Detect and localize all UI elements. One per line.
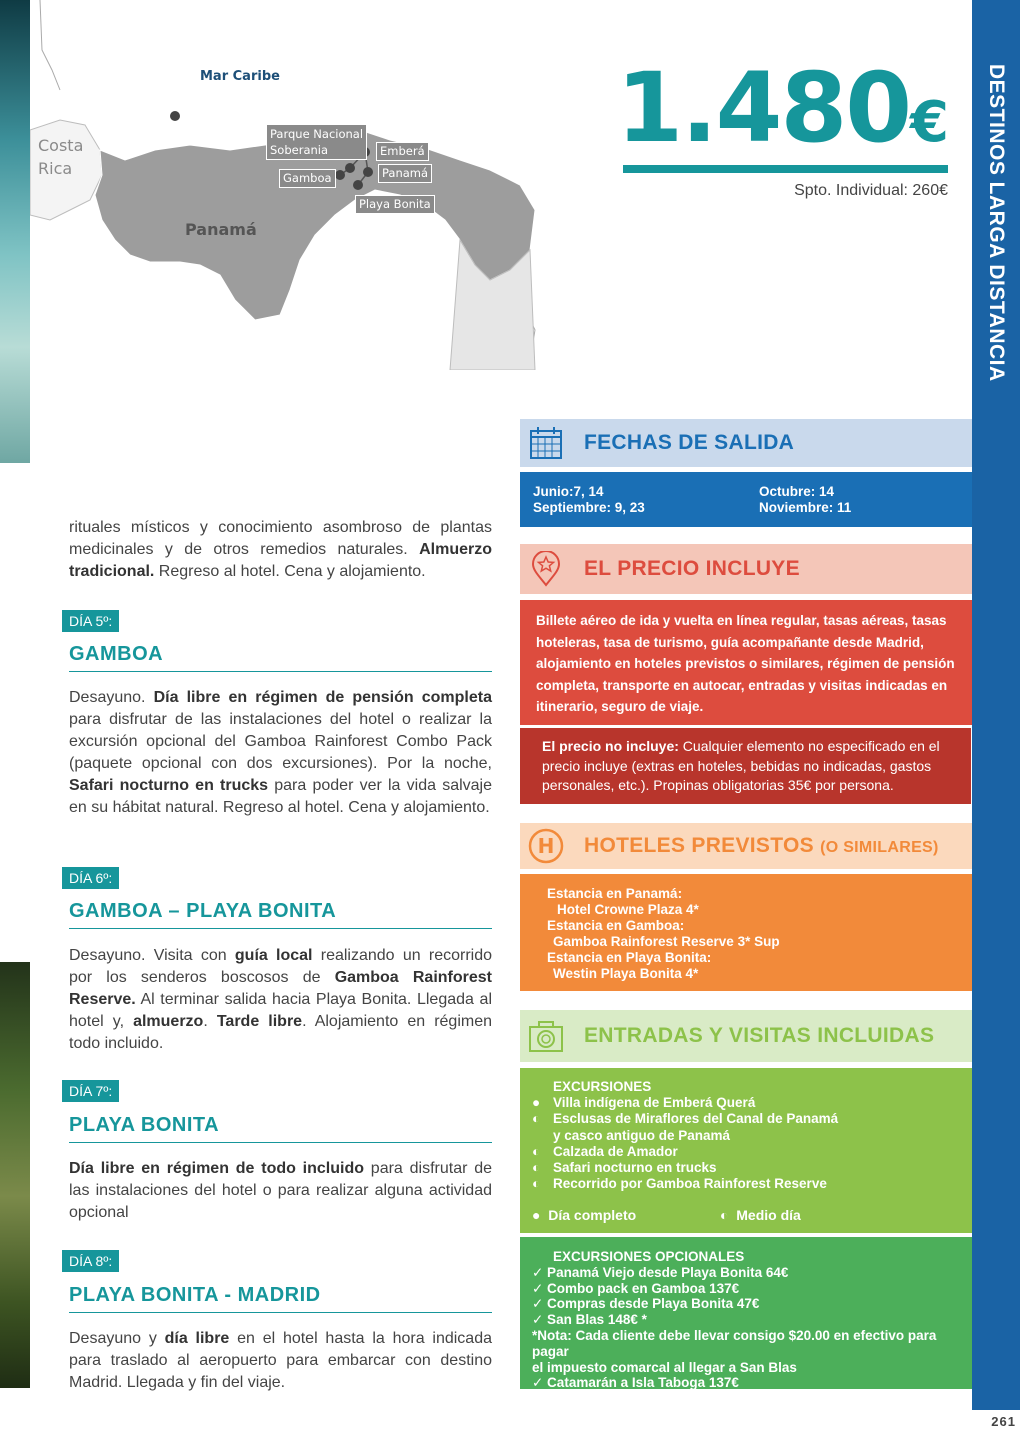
day-5-text-2: para disfrutar de las instalaciones del hotel o realizar la excursión opcional del Gamboa Rainforest Combo Pack (paquete opcional con dos excursiones). Por la noche, [69,711,492,772]
no-incluye-text: Cualquier elemento no especificado en el precio incluye (extras en hoteles, bebidas no indicadas, gastos personales, etc.). Propinas obligatorias 35€ por persona. [542,738,940,793]
day-6-text-3: Al terminar salida hacia Playa Bonita. Llegada al hotel y, [69,991,492,1030]
hotel-stay-label: Estancia en Playa Bonita: [547,950,712,965]
entradas-title: ENTRADAS Y VISITAS INCLUIDAS [584,1024,935,1047]
hotel-name: Hotel Crowne Plaza 4* [557,902,699,917]
no-incluye-body [520,728,971,804]
fecha-item: Septiembre: 9, 23 [533,500,645,515]
opcionales-body [520,1237,972,1389]
excursion-item [532,1160,972,1176]
fecha-item: Noviembre: 11 [759,500,852,515]
intro-text-1: rituales místicos y conocimiento asombroso de plantas medicinales y de otros remedios naturales. [69,519,492,558]
hotel-name: Westin Playa Bonita 4* [553,966,699,981]
excursion-item [532,1128,972,1144]
legend-half-day: ◐ Medio día [720,1207,801,1223]
day-8-tag: DÍA 8º: [62,1250,119,1272]
photo-strip-city [0,0,30,463]
map-tag-soberania-line2: Soberania [270,143,329,157]
map-tag-soberania-line1: Parque Nacional [270,127,364,141]
day-7-title: PLAYA BONITA [69,1114,492,1143]
day-7-bold-1: Día libre en régimen de todo incluido [69,1160,365,1177]
day-6-bold-1: guía local [234,947,313,964]
incluye-title: EL PRECIO INCLUYE [584,557,800,580]
legend-full-day-label: Día completo [548,1207,637,1223]
opcional-item: ✓ San Blas 148€ * [532,1312,647,1328]
half-day-bullet: ◐ [532,1160,541,1176]
opcional-note: *Nota: Cada cliente debe llevar consigo $20.00 en efectivo para pagar [532,1327,937,1359]
section-side-band [972,0,1020,1410]
coastline-west [40,0,60,90]
day-5-text-1: Desayuno. [69,689,154,706]
price-currency: € [910,90,947,155]
hoteles-title [584,834,939,858]
svg-text:H: H [537,834,555,858]
day-7-text [69,1158,492,1224]
opcionales-list [532,1249,972,1391]
hoteles-list [547,886,972,982]
price-amount: 1.480 [616,52,911,164]
map-pin-star-icon [528,551,564,587]
incluye-text: Billete aéreo de ida y vuelta en línea regular, tasas aéreas, tasas hoteleras, tasa de turismo, guía acompañante desde Madrid, alojamiento en hoteles previstos o similares, régimen de pensión completa, transporte en autocar, entradas y visitas indicadas en itinerario, seguro de viaje. [536,613,955,714]
day-5-title: GAMBOA [69,643,492,672]
day-5-text-3: para poder ver la vida salvaje en su hábitat natural. Regreso al hotel. Cena y alojamiento. [69,777,492,816]
legend-full-day: ● Día completo [532,1207,637,1223]
excursion-item [532,1144,972,1160]
no-incluye-paragraph [542,737,949,796]
calendar-icon [528,425,564,461]
bullet-spacer [532,1128,553,1144]
day-6-bold-2: Gamboa Rainforest Reserve. [69,969,493,1008]
entradas-header [520,1010,972,1062]
playa-bonita-dot [353,180,363,190]
incluye-header [520,544,972,594]
fecha-item: Octubre: 14 [759,484,835,499]
route-map [30,0,540,370]
map-label-sea: Mar Caribe [200,69,280,84]
excursion-item [532,1176,972,1192]
excursion-text: Recorrido por Gamboa Rainforest Reserve [553,1176,827,1192]
soberania-dot [345,163,355,173]
excursion-text: Calzada de Amador [553,1143,678,1159]
day-6-tag: DÍA 6º: [62,867,119,889]
price-underline [623,165,948,173]
map-tag-gamboa: Gamboa [279,169,336,188]
camera-icon [528,1018,564,1054]
day-6-text-2: realizando un recorrido por los senderos boscosos de [69,947,493,986]
day-6-text-1: Desayuno. Visita con [69,947,235,964]
entradas-body [520,1068,972,1233]
fechas-col-2 [759,484,851,516]
single-supplement: Spto. Individual: 260€ [794,182,948,199]
fechas-header [520,419,972,467]
map-tag-soberania [266,124,367,160]
map-label-panama-country: Panamá [185,220,257,239]
day-6-text [69,945,492,1055]
price [616,52,947,164]
excursiones-heading: EXCURSIONES [553,1079,652,1094]
opcional-note: el impuesto comarcal al llegar a San Blas [532,1359,797,1375]
photo-strip-jungle [0,962,30,1388]
gamboa-dot [335,170,345,180]
no-incluye-label: El precio no incluye: [542,738,679,754]
half-day-bullet: ◐ [532,1176,541,1192]
half-day-bullet: ◐ [532,1111,541,1127]
day-8-text-2: en el hotel hasta la hora indicada para traslado al aeropuerto para embarcar con destino Madrid. Llegada y fin del viaje. [69,1330,493,1391]
day-8-text [69,1328,492,1394]
map-tag-panama-city: Panamá [378,164,432,183]
opcionales-heading: EXCURSIONES OPCIONALES [553,1249,745,1264]
excursion-item [532,1111,972,1127]
excursion-text: Esclusas de Miraflores del Canal de Panamá [553,1111,839,1127]
hotel-icon [528,828,564,864]
day-6-bold-4: Tarde libre [216,1013,303,1030]
map-tag-embera: Emberá [376,142,429,161]
day-5-text [69,687,492,819]
fechas-title: FECHAS DE SALIDA [584,431,795,454]
excursion-text: y casco antiguo de Panamá [553,1127,731,1143]
excursiones-list [532,1079,972,1192]
opcional-item: ✓ Compras desde Playa Bonita 47€ [532,1296,760,1312]
opcional-item: ✓ Catamarán a Isla Taboga 137€ [532,1375,739,1391]
page-number: 261 [991,1414,1016,1429]
hoteles-title-sub: (O SIMILARES) [820,839,939,856]
hotel-stay-label: Estancia en Gamboa: [547,918,685,933]
intro-text-2: Regreso al hotel. Cena y alojamiento. [154,563,426,580]
excursion-text: Villa indígena de Emberá Querá [553,1095,756,1111]
section-title-vertical: DESTINOS LARGA DISTANCIA [985,64,1008,382]
day-6-text-5: . Alojamiento en régimen todo incluido. [69,1013,493,1052]
day-8-bold-1: día libre [164,1330,230,1347]
day-5-tag: DÍA 5º: [62,610,119,632]
day-8-text-1: Desayuno y [69,1330,165,1347]
opcional-item: ✓ Combo pack en Gamboa 137€ [532,1280,740,1296]
panama-city-dot [363,167,373,177]
day-5-bold-2: Safari nocturno en trucks [69,777,269,794]
day-6-title: GAMBOA – PLAYA BONITA [69,900,492,929]
day-8-title: PLAYA BONITA - MADRID [69,1284,492,1313]
map-label-costa-rica [38,134,83,180]
full-day-bullet: ● [532,1095,541,1111]
fecha-item: Junio:7, 14 [533,484,604,499]
opcional-item: ✓ Panamá Viejo desde Playa Bonita 64€ [532,1264,789,1280]
intro-bold-1: Almuerzo tradicional. [69,541,492,580]
excursion-text: Safari nocturno en trucks [553,1160,717,1176]
day-5-bold-1: Día libre en régimen de pensión completa [153,689,493,706]
day-6-bold-3: almuerzo [133,1013,204,1030]
fechas-body [520,472,972,527]
hotel-stay-label: Estancia en Panamá: [547,886,683,901]
hoteles-header [520,823,972,869]
map-label-costa-rica-line1: Costa [38,136,84,155]
hotel-name: Gamboa Rainforest Reserve 3* Sup [553,934,780,949]
excursion-item [532,1095,972,1111]
incluye-body [520,600,972,725]
fechas-col-1 [533,484,645,516]
legend-half-day-label: Medio día [736,1207,801,1223]
origin-dot [170,111,180,121]
map-tag-playa-bonita: Playa Bonita [355,195,435,214]
map-label-costa-rica-line2: Rica [38,159,73,178]
intro-paragraph [69,517,492,583]
day-6-text-4: . [203,1013,217,1030]
hoteles-title-main: HOTELES PREVISTOS [584,834,814,857]
day-7-tag: DÍA 7º: [62,1080,119,1102]
half-day-bullet: ◐ [532,1143,541,1159]
hoteles-body [520,874,972,991]
day-7-text-1: para disfrutar de las instalaciones del hotel o para realizar alguna actividad opcional [69,1160,493,1221]
